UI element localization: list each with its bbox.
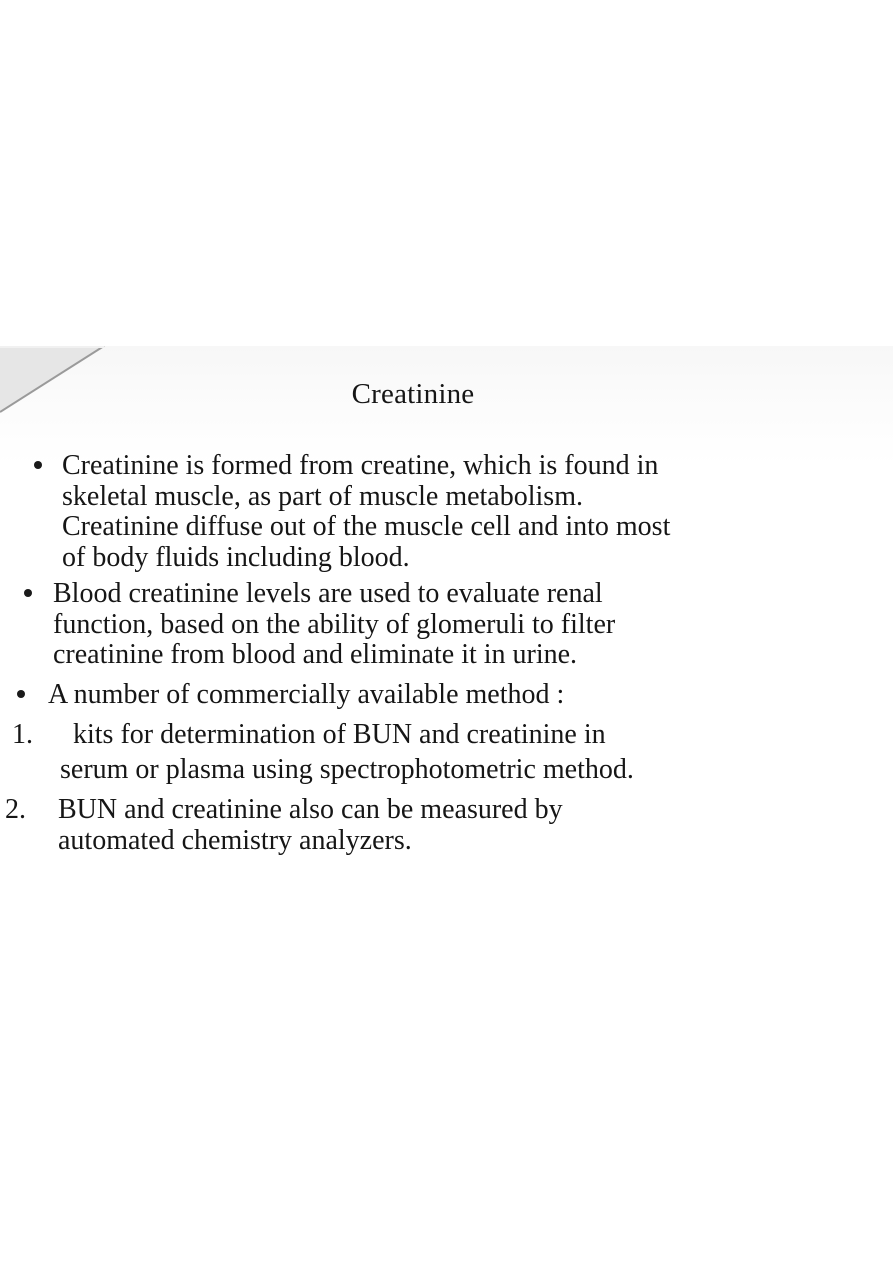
bullet-2-line-3: creatinine from blood and eliminate it in urine. [53, 639, 578, 670]
bullet-1-line-1: Creatinine is formed from creatine, which is found in [62, 450, 659, 481]
bullet-1-line-3: Creatinine diffuse out of the muscle cell and into most [62, 511, 671, 542]
numbered-2-line-1: BUN and creatinine also can be measured by [58, 794, 563, 825]
numbered-item-2 [58, 795, 563, 856]
bullet-marker [34, 461, 42, 469]
numbered-2-line-2: automated chemistry analyzers. [58, 824, 412, 856]
bullet-marker [17, 690, 25, 698]
bullet-2-line-1: Blood creatinine levels are used to evaluate renal [53, 578, 603, 609]
numbered-marker-2: 2. [5, 794, 26, 825]
bullet-2-line-2: function, based on the ability of glomeruli to filter [53, 608, 616, 640]
numbered-1-line-2: serum or plasma using spectrophotometric method. [60, 753, 634, 785]
slide-title: Creatinine [351, 378, 475, 410]
numbered-marker-1: 1. [12, 719, 33, 750]
bullet-item-3 [48, 680, 564, 711]
bullet-1-line-4: of body fluids including blood. [62, 541, 410, 573]
bullet-item-1 [62, 451, 670, 573]
bullet-marker [24, 589, 32, 597]
bullet-3-line-1: A number of commercially available method : [48, 679, 565, 710]
numbered-1-line-1: kits for determination of BUN and creatinine in [73, 719, 606, 750]
bullet-1-line-2: skeletal muscle, as part of muscle metabolism. [62, 480, 583, 512]
bullet-item-2 [53, 579, 615, 671]
numbered-item-1 [60, 720, 634, 785]
